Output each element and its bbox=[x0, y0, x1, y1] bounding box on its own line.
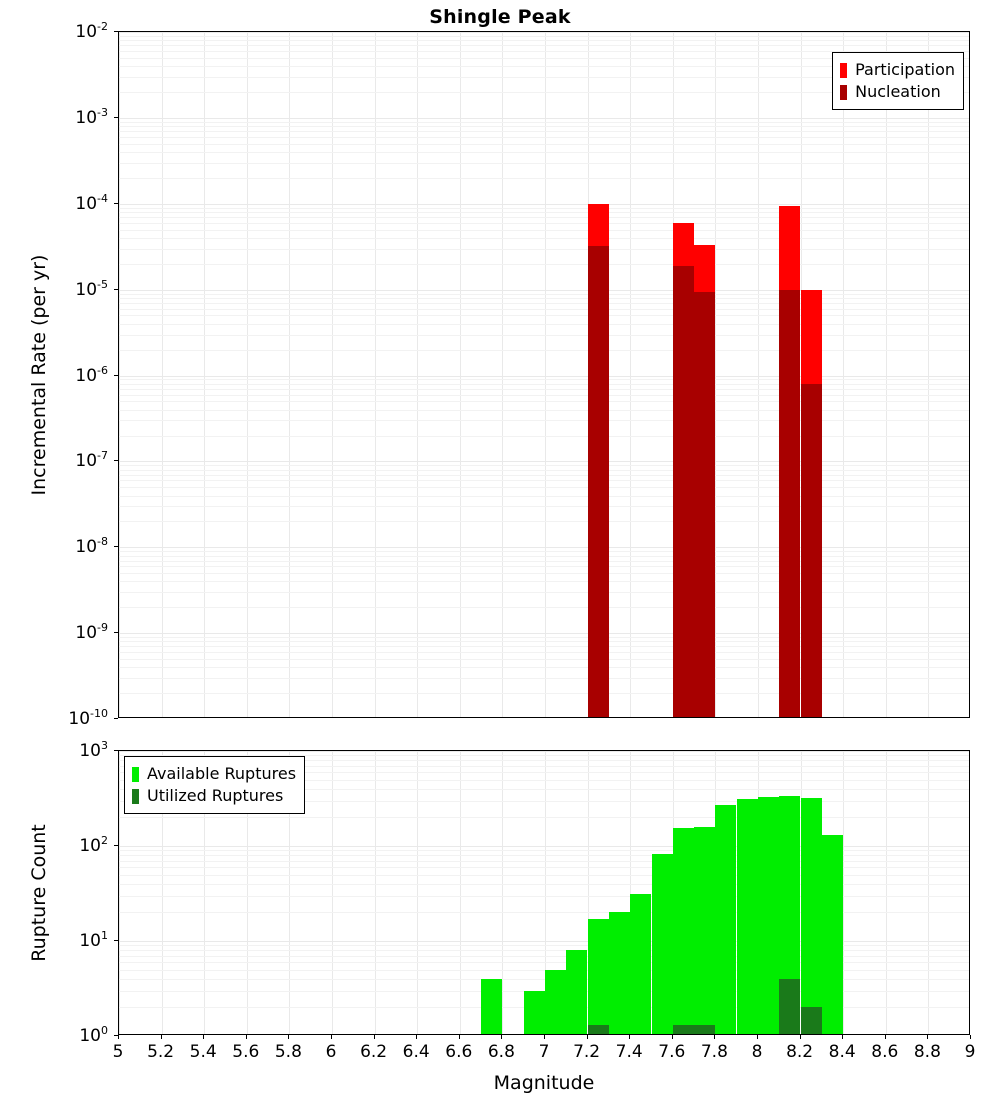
gridline-horizontal bbox=[119, 118, 969, 119]
x-tick-mark bbox=[757, 1035, 758, 1039]
gridline-vertical bbox=[545, 32, 546, 717]
bar bbox=[715, 805, 736, 1034]
rupture-count-legend bbox=[124, 756, 305, 814]
x-tick-label: 8.8 bbox=[913, 1042, 941, 1062]
gridline-horizontal bbox=[119, 223, 969, 224]
gridline-horizontal bbox=[119, 45, 969, 46]
gridline-horizontal bbox=[119, 376, 969, 377]
gridline-horizontal bbox=[119, 581, 969, 582]
x-tick-label: 5.8 bbox=[274, 1042, 302, 1062]
bar bbox=[801, 1007, 822, 1034]
gridline-horizontal bbox=[119, 217, 969, 218]
x-tick-label: 8 bbox=[751, 1042, 763, 1062]
gridline-horizontal bbox=[119, 389, 969, 390]
gridline-horizontal bbox=[119, 521, 969, 522]
x-tick-mark bbox=[246, 1035, 247, 1039]
gridline-vertical bbox=[332, 32, 333, 717]
gridline-horizontal bbox=[119, 470, 969, 471]
gridline-horizontal bbox=[119, 350, 969, 351]
gridline-horizontal bbox=[119, 144, 969, 145]
x-tick-mark bbox=[331, 1035, 332, 1039]
x-tick-mark bbox=[374, 1035, 375, 1039]
gridline-horizontal bbox=[119, 122, 969, 123]
x-tick-label: 8.2 bbox=[786, 1042, 814, 1062]
y-tick-label: $10^{-10}$ bbox=[68, 707, 108, 729]
gridline-horizontal bbox=[119, 395, 969, 396]
gridline-horizontal bbox=[119, 607, 969, 608]
page-title: Shingle Peak bbox=[429, 6, 571, 28]
gridline-vertical bbox=[119, 32, 120, 717]
gridline-vertical bbox=[928, 32, 929, 717]
gridline-horizontal bbox=[119, 637, 969, 638]
gridline-horizontal bbox=[119, 212, 969, 213]
incremental-rate-legend bbox=[832, 52, 964, 110]
y-tick-mark bbox=[114, 117, 118, 118]
gridline-horizontal bbox=[119, 401, 969, 402]
bar bbox=[694, 1025, 715, 1034]
bar bbox=[588, 246, 609, 717]
gridline-vertical bbox=[886, 32, 887, 717]
gridline-horizontal bbox=[119, 420, 969, 421]
gridline-vertical bbox=[204, 32, 205, 717]
bar bbox=[524, 991, 545, 1034]
y-tick-mark bbox=[114, 31, 118, 32]
y-tick-label: $10^{-4}$ bbox=[75, 191, 108, 214]
legend-color-swatch bbox=[840, 63, 847, 78]
x-tick-label: 7.8 bbox=[700, 1042, 728, 1062]
y-tick-mark bbox=[114, 718, 118, 719]
incremental-rate-y-axis-label: Incremental Rate (per yr) bbox=[28, 254, 50, 495]
legend-color-swatch bbox=[840, 85, 847, 100]
x-tick-label: 5.2 bbox=[147, 1042, 175, 1062]
gridline-horizontal bbox=[119, 298, 969, 299]
y-tick-mark bbox=[114, 940, 118, 941]
x-tick-label: 5.6 bbox=[232, 1042, 260, 1062]
bar bbox=[652, 854, 673, 1034]
gridline-horizontal bbox=[119, 126, 969, 127]
x-tick-label: 5.4 bbox=[189, 1042, 217, 1062]
x-tick-mark bbox=[288, 1035, 289, 1039]
x-tick-label: 9 bbox=[964, 1042, 976, 1062]
gridline-vertical bbox=[162, 32, 163, 717]
x-tick-mark bbox=[587, 1035, 588, 1039]
gridline-horizontal bbox=[119, 556, 969, 557]
gridline-horizontal bbox=[119, 551, 969, 552]
x-tick-mark bbox=[970, 1035, 971, 1039]
gridline-horizontal bbox=[119, 461, 969, 462]
y-tick-label: $10^2$ bbox=[79, 834, 108, 856]
gridline-horizontal bbox=[119, 487, 969, 488]
gridline-horizontal bbox=[119, 178, 969, 179]
gridline-horizontal bbox=[119, 506, 969, 507]
x-tick-mark bbox=[203, 1035, 204, 1039]
gridline-vertical bbox=[758, 32, 759, 717]
gridline-vertical bbox=[417, 32, 418, 717]
y-tick-label: $10^1$ bbox=[79, 929, 108, 951]
bar bbox=[779, 979, 800, 1034]
gridline-horizontal bbox=[119, 646, 969, 647]
gridline-horizontal bbox=[119, 659, 969, 660]
gridline-horizontal bbox=[119, 40, 969, 41]
incremental-rate-plot bbox=[118, 31, 970, 718]
gridline-horizontal bbox=[119, 573, 969, 574]
magnitude-x-axis-label: Magnitude bbox=[493, 1072, 595, 1094]
gridline-horizontal bbox=[119, 264, 969, 265]
y-tick-mark bbox=[114, 289, 118, 290]
gridline-horizontal bbox=[119, 208, 969, 209]
y-tick-label: $10^{-3}$ bbox=[75, 106, 108, 128]
gridline-horizontal bbox=[119, 204, 969, 205]
bar bbox=[630, 894, 651, 1034]
x-tick-label: 6.6 bbox=[445, 1042, 473, 1062]
x-tick-label: 7 bbox=[538, 1042, 550, 1062]
gridline-horizontal bbox=[119, 152, 969, 153]
y-tick-mark bbox=[114, 375, 118, 376]
x-tick-mark bbox=[118, 1035, 119, 1039]
gridline-horizontal bbox=[119, 436, 969, 437]
gridline-horizontal bbox=[119, 465, 969, 466]
bar bbox=[673, 266, 694, 717]
gridline-horizontal bbox=[119, 335, 969, 336]
bar bbox=[609, 912, 630, 1034]
bar bbox=[758, 797, 779, 1034]
legend-color-swatch bbox=[132, 789, 139, 804]
gridline-horizontal bbox=[119, 652, 969, 653]
y-tick-mark bbox=[114, 460, 118, 461]
gridline-horizontal bbox=[119, 32, 969, 33]
legend-label: Utilized Ruptures bbox=[147, 786, 284, 805]
x-tick-label: 6 bbox=[325, 1042, 337, 1062]
gridline-horizontal bbox=[119, 693, 969, 694]
x-tick-label: 6.8 bbox=[487, 1042, 515, 1062]
gridline-horizontal bbox=[119, 475, 969, 476]
y-tick-label: $10^{-6}$ bbox=[75, 363, 108, 386]
x-tick-mark bbox=[800, 1035, 801, 1039]
gridline-horizontal bbox=[119, 36, 969, 37]
gridline-horizontal bbox=[119, 249, 969, 250]
gridline-horizontal bbox=[119, 324, 969, 325]
gridline-horizontal bbox=[119, 566, 969, 567]
x-tick-label: 7.4 bbox=[615, 1042, 643, 1062]
x-tick-label: 8.4 bbox=[828, 1042, 856, 1062]
participation-nucleation-legend-item bbox=[840, 81, 955, 103]
gridline-horizontal bbox=[119, 678, 969, 679]
x-tick-label: 6.2 bbox=[360, 1042, 388, 1062]
bar bbox=[737, 799, 758, 1034]
gridline-horizontal bbox=[119, 496, 969, 497]
gridline-vertical bbox=[460, 32, 461, 717]
x-tick-mark bbox=[629, 1035, 630, 1039]
x-tick-mark bbox=[885, 1035, 886, 1039]
bar bbox=[588, 919, 609, 1034]
gridline-horizontal bbox=[119, 751, 969, 752]
gridline-horizontal bbox=[119, 633, 969, 634]
y-tick-label: $10^{-9}$ bbox=[75, 621, 108, 643]
y-tick-mark bbox=[114, 546, 118, 547]
x-tick-mark bbox=[459, 1035, 460, 1039]
gridline-horizontal bbox=[119, 315, 969, 316]
gridline-vertical bbox=[715, 32, 716, 717]
legend-label: Nucleation bbox=[855, 82, 941, 101]
y-tick-mark bbox=[114, 750, 118, 751]
participation-nucleation-legend-item bbox=[840, 59, 955, 81]
x-tick-mark bbox=[672, 1035, 673, 1039]
gridline-horizontal bbox=[119, 480, 969, 481]
x-tick-mark bbox=[927, 1035, 928, 1039]
y-tick-label: $10^3$ bbox=[79, 739, 108, 761]
gridline-horizontal bbox=[119, 309, 969, 310]
gridline-horizontal bbox=[119, 410, 969, 411]
gridline-horizontal bbox=[119, 379, 969, 380]
bar bbox=[673, 828, 694, 1034]
rupture-count-y-axis-label: Rupture Count bbox=[28, 823, 50, 962]
gridline-vertical bbox=[502, 32, 503, 717]
bar bbox=[566, 950, 587, 1034]
x-tick-mark bbox=[416, 1035, 417, 1039]
x-tick-mark bbox=[714, 1035, 715, 1039]
gridline-horizontal bbox=[119, 667, 969, 668]
bar bbox=[779, 290, 800, 717]
bar bbox=[588, 1025, 609, 1034]
gridline-horizontal bbox=[119, 137, 969, 138]
gridline-horizontal bbox=[119, 163, 969, 164]
gridline-horizontal bbox=[119, 131, 969, 132]
legend-color-swatch bbox=[132, 767, 139, 782]
gridline-vertical bbox=[247, 32, 248, 717]
x-tick-label: 5 bbox=[112, 1042, 124, 1062]
bar bbox=[694, 292, 715, 717]
y-tick-mark bbox=[114, 203, 118, 204]
legend-label: Participation bbox=[855, 60, 955, 79]
x-tick-mark bbox=[842, 1035, 843, 1039]
gridline-horizontal bbox=[119, 592, 969, 593]
y-tick-label: $10^{-2}$ bbox=[75, 20, 108, 42]
x-tick-mark bbox=[501, 1035, 502, 1039]
y-tick-label: $10^0$ bbox=[79, 1024, 108, 1046]
gridline-horizontal bbox=[119, 294, 969, 295]
gridline-horizontal bbox=[119, 561, 969, 562]
y-tick-mark bbox=[114, 845, 118, 846]
gridline-horizontal bbox=[119, 384, 969, 385]
gridline-vertical bbox=[843, 32, 844, 717]
gridline-horizontal bbox=[119, 238, 969, 239]
y-tick-label: $10^{-5}$ bbox=[75, 277, 108, 300]
bar bbox=[694, 827, 715, 1034]
bar bbox=[545, 970, 566, 1034]
y-tick-mark bbox=[114, 632, 118, 633]
gridline-vertical bbox=[375, 32, 376, 717]
legend-label: Available Ruptures bbox=[147, 764, 297, 783]
x-tick-label: 6.4 bbox=[402, 1042, 430, 1062]
gridline-vertical bbox=[289, 32, 290, 717]
bar bbox=[822, 835, 843, 1034]
x-tick-mark bbox=[161, 1035, 162, 1039]
x-tick-label: 8.6 bbox=[871, 1042, 899, 1062]
gridline-horizontal bbox=[119, 817, 969, 818]
bar bbox=[801, 384, 822, 717]
gridline-horizontal bbox=[119, 547, 969, 548]
y-tick-label: $10^{-7}$ bbox=[75, 449, 108, 472]
bar bbox=[481, 979, 502, 1034]
gridline-horizontal bbox=[119, 230, 969, 231]
rupture-legend-item bbox=[132, 785, 296, 807]
gridline-horizontal bbox=[119, 290, 969, 291]
gridline-horizontal bbox=[119, 641, 969, 642]
bar bbox=[673, 1025, 694, 1034]
x-tick-label: 7.6 bbox=[658, 1042, 686, 1062]
y-tick-label: $10^{-8}$ bbox=[75, 535, 108, 558]
gridline-horizontal bbox=[119, 303, 969, 304]
x-tick-label: 7.2 bbox=[573, 1042, 601, 1062]
gridline-vertical bbox=[630, 32, 631, 717]
rupture-legend-item bbox=[132, 763, 296, 785]
bar bbox=[801, 798, 822, 1034]
x-tick-mark bbox=[544, 1035, 545, 1039]
